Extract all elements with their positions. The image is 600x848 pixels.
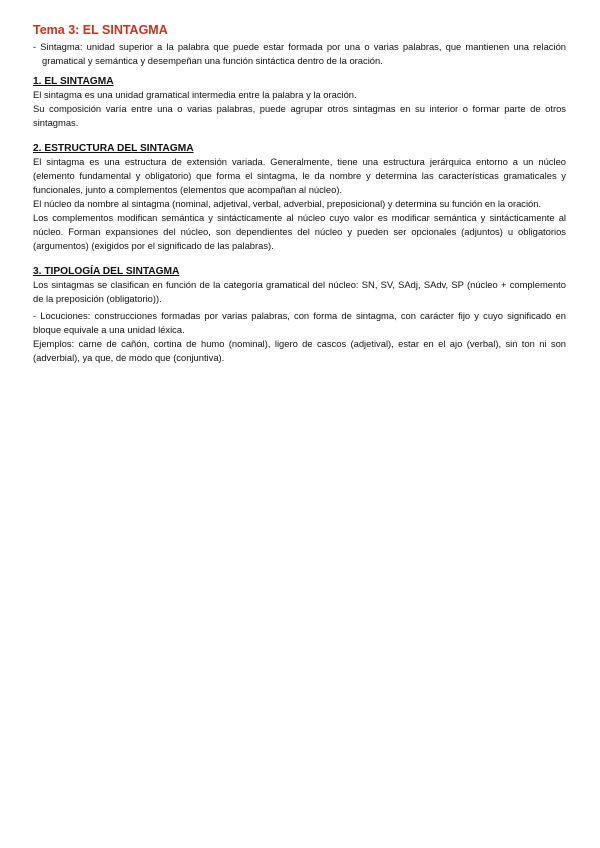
- section-heading: 2. ESTRUCTURA DEL SINTAGMA: [33, 143, 194, 155]
- paragraph: El sintagma es una unidad gramatical intermedia entre la palabra y la oración.: [33, 89, 357, 101]
- paragraph: Los complementos modifican semántica y sintácticamente al núcleo cuyo valor es modificar semántica y sintácticamente al núcleo. Forman expansiones del núcleo, son dependientes del núcleo y pueden ser opcionales (adjuntos) u obligatorios (argumentos) (exigidos por el significado de las palabras).: [33, 212, 566, 252]
- paragraph: - Locuciones: construcciones formadas por varias palabras, con forma de sintagma, con carácter fijo y cuyo significado en bloque equivale a una unidad léxica.: [33, 310, 566, 336]
- paragraph: Ejemplos: carne de cañón, cortina de humo (nominal), ligero de cascos (adjetival), estar en el ajo (verbal), sin ton ni son (adverbial), ya que, de modo que (conjuntiva).: [33, 338, 566, 364]
- paragraph: Su composición varía entre una o varias palabras, puede agrupar otros sintagmas en su interior o formar parte de otros sintagmas.: [33, 103, 566, 129]
- paragraph: El sintagma es una estructura de extensión variada. Generalmente, tiene una estructura jerárquica entorno a un núcleo (elemento fundamental y obligatorio) que forma el sintagma, le da nombre y determina las características gramaticales y funcionales, junto a complementos (elementos que acompañan al núcleo).: [33, 156, 566, 196]
- document-page: [33, 22, 566, 377]
- section-estructura: [33, 142, 566, 253]
- paragraph: El núcleo da nombre al sintagma (nominal, adjetival, verbal, adverbial, preposicional) y determina su función en la oración.: [33, 198, 542, 210]
- intro-definition: - Sintagma: unidad superior a la palabra que puede estar formada por una o varias palabras, que mantienen una relación gramatical y semántica y desempeñan una función sintáctica dentro de la oración.: [33, 41, 566, 66]
- section-heading: 3. TIPOLOGÍA DEL SINTAGMA: [33, 266, 180, 278]
- paragraph: Los sintagmas se clasifican en función de la categoría gramatical del núcleo: SN, SV, SAdj, SAdv, SP (núcleo + complemento de la preposición (obligatorio)).: [33, 279, 566, 305]
- document-title: Tema 3: EL SINTAGMA: [33, 23, 168, 37]
- section-el-sintagma: [33, 75, 566, 130]
- section-heading: 1. EL SINTAGMA: [33, 76, 114, 88]
- section-tipologia: [33, 265, 566, 365]
